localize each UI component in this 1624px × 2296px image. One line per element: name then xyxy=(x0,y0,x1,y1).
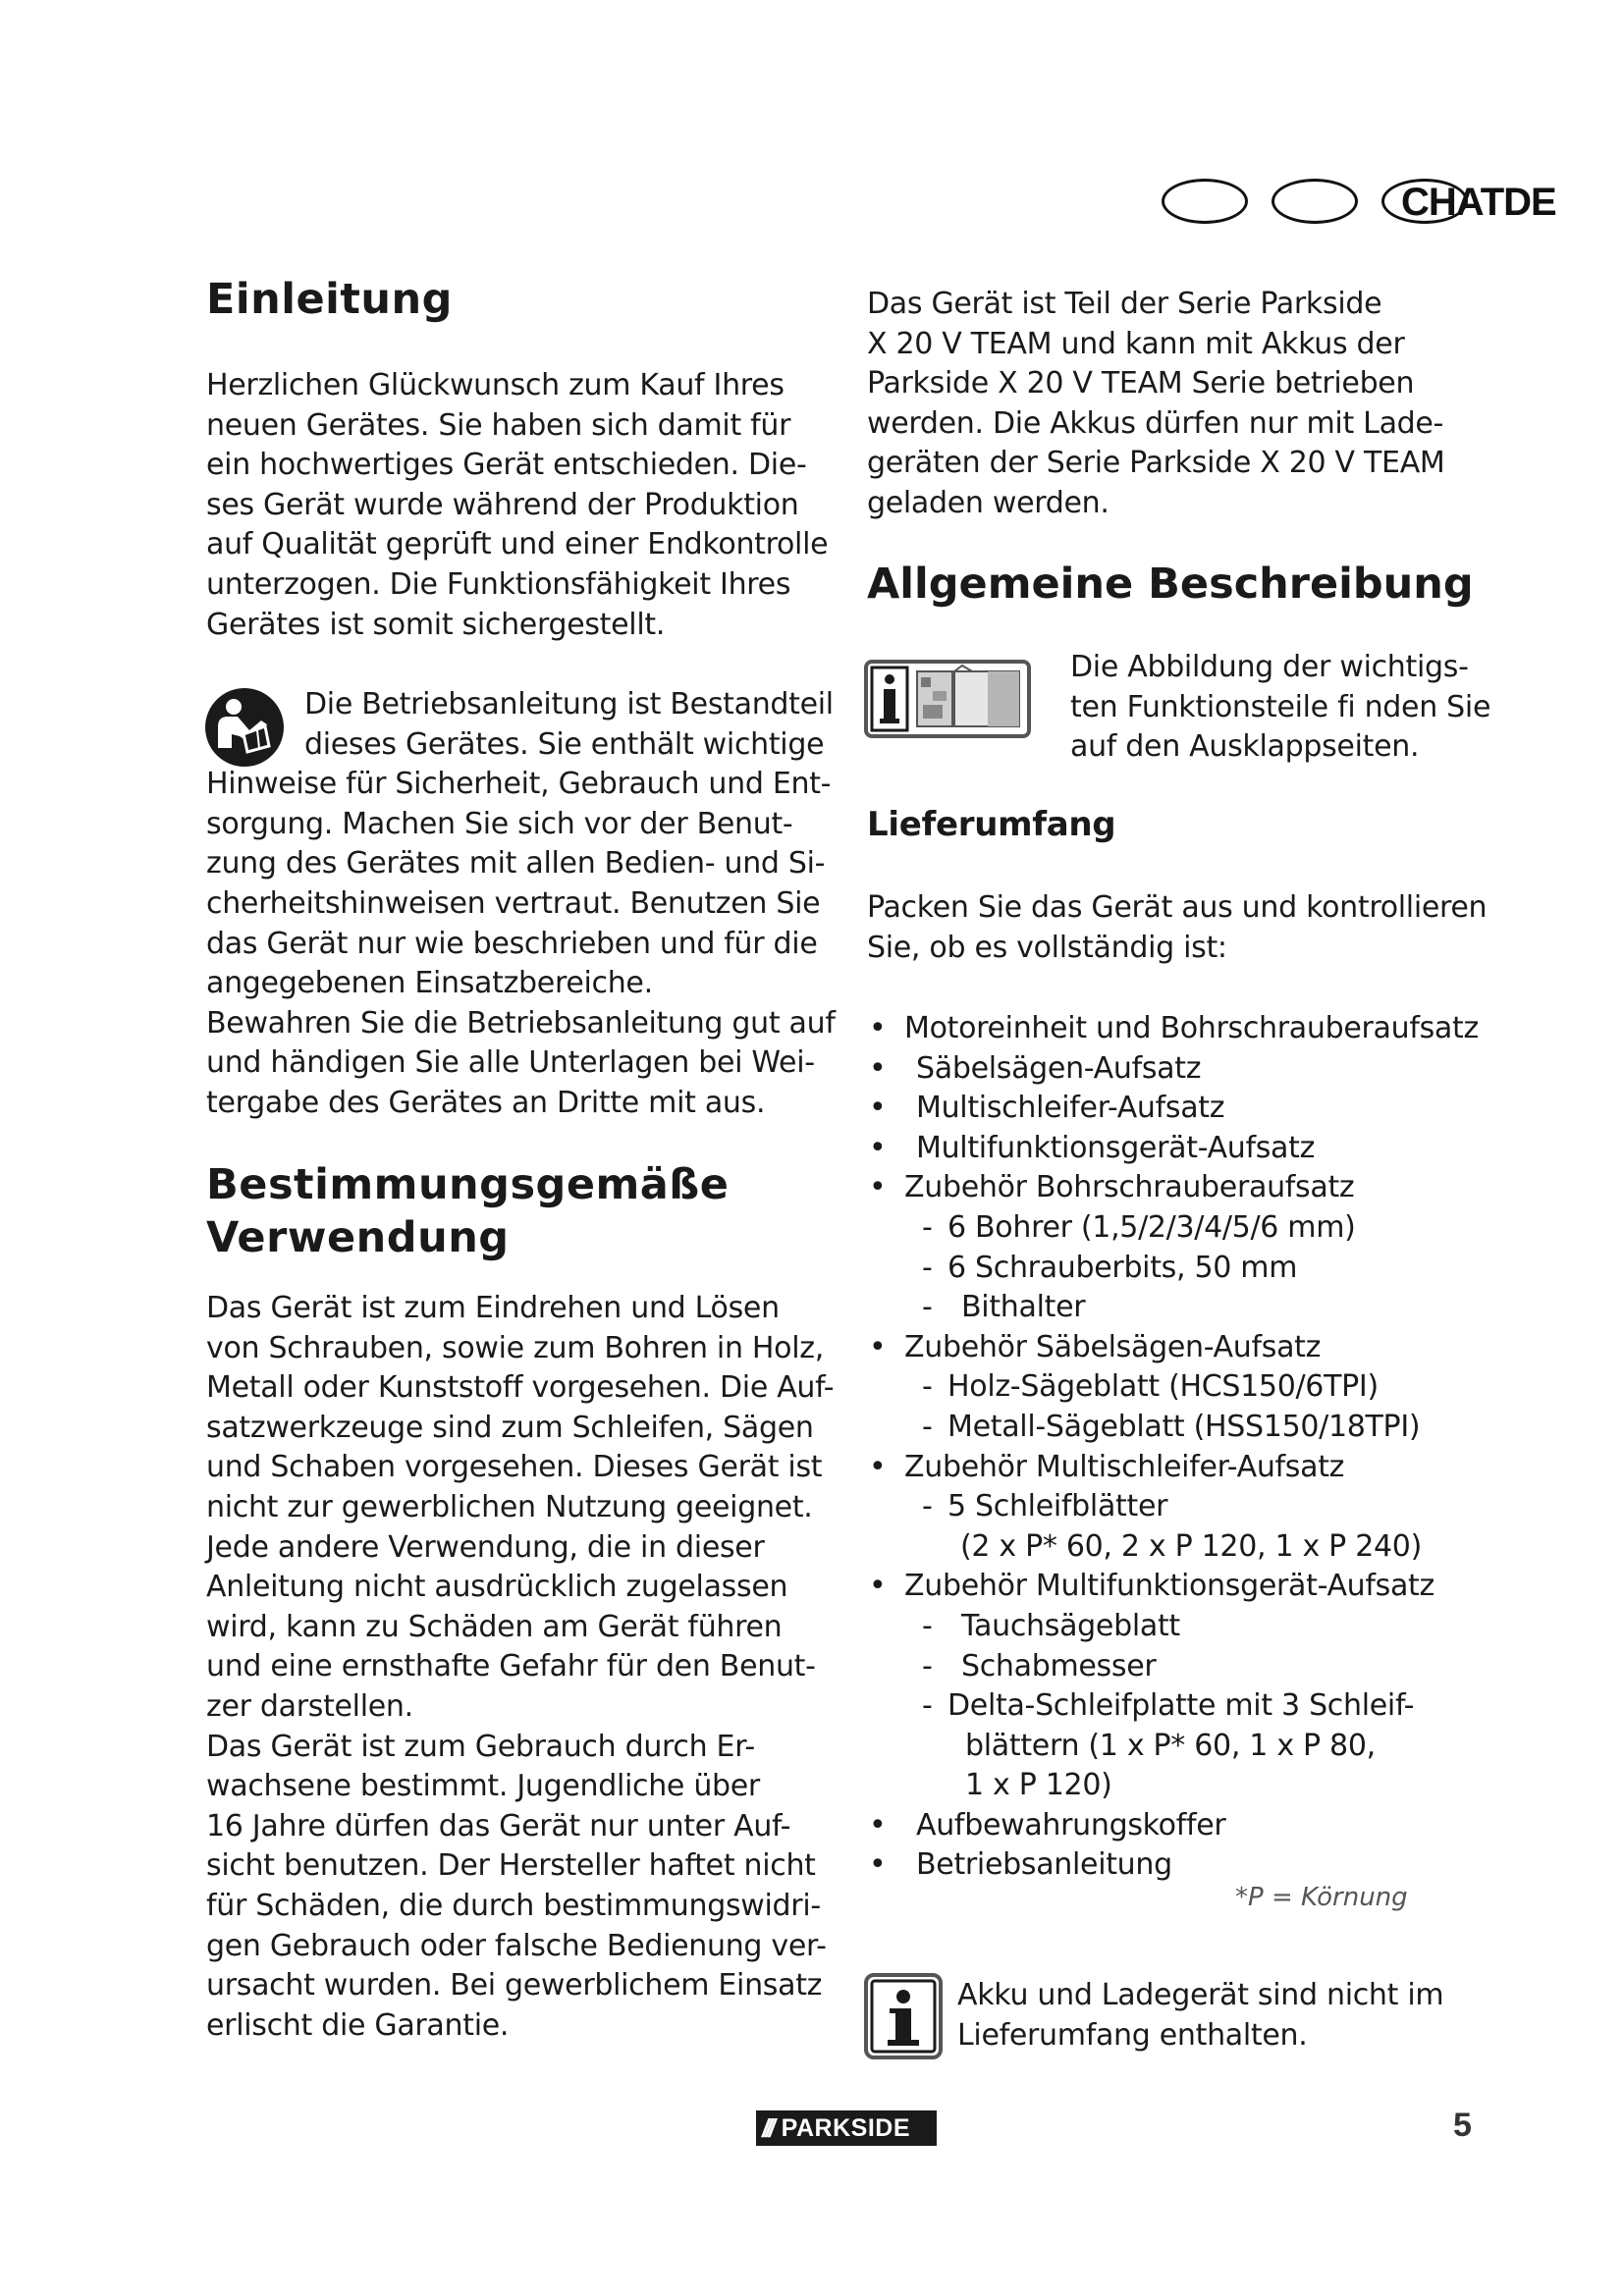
text-line: sorgung. Machen Sie sich vor der Benut- xyxy=(206,806,793,841)
country-codes: CHATDE xyxy=(1401,181,1556,224)
series-text xyxy=(867,285,1495,524)
text-line: Die Betriebsanleitung ist Bestandteil xyxy=(304,687,834,721)
text-line: und Schaben vorgesehen. Dieses Gerät ist xyxy=(206,1450,823,1485)
text-line: Metall oder Kunststoff vorgesehen. Die Auf- xyxy=(206,1370,835,1406)
text-line: Sie, ob es vollständig ist: xyxy=(867,930,1227,965)
text-line: ursacht wurden. Bei gewerblichem Einsatz xyxy=(206,1968,823,2003)
logo-brand: PARKSIDE xyxy=(781,2113,911,2142)
text-line: wachsene bestimmt. Jugendliche über xyxy=(206,1769,760,1804)
parkside-logo xyxy=(756,2110,937,2146)
sub-list-item: - Tauchsägeblatt xyxy=(867,1607,1495,1647)
sub-list-item: - 6 Bohrer (1,5/2/3/4/5/6 mm) xyxy=(867,1208,1495,1249)
use-heading-line-2: Verwendung xyxy=(206,1213,510,1262)
list-item: • Motoreinheit und Bohrschrauberaufsatz xyxy=(867,1009,1495,1049)
sub-item-text: 6 Bohrer (1,5/2/3/4/5/6 mm) xyxy=(947,1209,1356,1245)
sub-item-continuation: (2 x P* 60, 2 x P 120, 1 x P 240) xyxy=(960,1528,1422,1564)
scope-list xyxy=(867,1009,1495,1886)
text-line: neuen Gerätes. Sie haben sich damit für xyxy=(206,407,791,443)
list-item: • Zubehör Multischleifer-Aufsatz xyxy=(867,1448,1495,1488)
text-line: und eine ernsthafte Gefahr für den Benut- xyxy=(206,1649,816,1684)
sub-list-item: - Bithalter xyxy=(867,1288,1495,1328)
text-line: ten Funktionsteile fi nden Sie xyxy=(1070,689,1491,724)
sub-item-text: Bithalter xyxy=(961,1290,1086,1325)
sub-item-text: 6 Schrauberbits, 50 mm xyxy=(947,1250,1298,1285)
sub-list-item: - 5 Schleifblätter xyxy=(867,1487,1495,1527)
sub-item-text: 5 Schleifblätter xyxy=(947,1489,1168,1524)
list-item: • Aufbewahrungskoffer xyxy=(867,1806,1495,1846)
text-line: Das Gerät ist zum Gebrauch durch Er- xyxy=(206,1729,755,1764)
sub-item-text: Tauchsägeblatt xyxy=(961,1608,1180,1643)
list-item: • Betriebsanleitung xyxy=(867,1845,1495,1886)
intro-text xyxy=(206,366,835,645)
text-line: Anleitung nicht ausdrücklich zugelassen xyxy=(206,1570,788,1605)
text-line: Herzlichen Glückwunsch zum Kauf Ihres xyxy=(206,368,785,402)
desc-text xyxy=(867,648,1495,768)
grain-footnote: *P = Körnung xyxy=(1235,1883,1408,1912)
text-line: angegebenen Einsatzbereiche. xyxy=(206,966,653,1001)
text-line: dieses Gerätes. Sie enthält wichtige xyxy=(304,726,825,762)
text-line: Lieferumfang enthalten. xyxy=(957,2017,1308,2053)
text-line: das Gerät nur wie beschrieben und für die xyxy=(206,926,818,961)
scope-heading-block xyxy=(867,805,1495,844)
text-line: Hinweise für Sicherheit, Gebrauch und Ent- xyxy=(206,767,832,802)
text-line: auf den Ausklappseiten. xyxy=(1070,729,1420,765)
desc-heading: Allgemeine Beschreibung xyxy=(867,560,1474,609)
list-item: • Zubehör Multifunktionsgerät-Aufsatz xyxy=(867,1567,1495,1607)
scope-intro xyxy=(867,888,1495,968)
text-line: unterzogen. Die Funktionsfähigkeit Ihres xyxy=(206,566,791,602)
sub-list-item: - Holz-Sägeblatt (HCS150/6TPI) xyxy=(867,1367,1495,1408)
text-line: für Schäden, die durch bestimmungswidri- xyxy=(206,1888,821,1923)
text-line: zung des Gerätes mit allen Bedien- und Si- xyxy=(206,846,826,881)
text-line: geräten der Serie Parkside X 20 V TEAM xyxy=(867,446,1445,481)
text-line: 16 Jahre dürfen das Gerät nur unter Auf- xyxy=(206,1808,791,1843)
manual-text xyxy=(206,685,835,1124)
list-item: • Säbelsägen-Aufsatz xyxy=(867,1049,1495,1090)
text-line: geladen werden. xyxy=(867,485,1110,520)
sub-list-item: - Metall-Sägeblatt (HSS150/18TPI) xyxy=(867,1408,1495,1448)
logo-slashes: /// xyxy=(762,2112,772,2143)
sub-list-item: - 6 Schrauberbits, 50 mm xyxy=(867,1249,1495,1289)
text-line: tergabe des Gerätes an Dritte mit aus. xyxy=(206,1085,766,1120)
sub-item-text: Schabmesser xyxy=(961,1648,1157,1683)
text-line: Packen Sie das Gerät aus und kontrollieren xyxy=(867,890,1488,925)
text-line: cherheitshinweisen vertraut. Benutzen Sie xyxy=(206,885,821,921)
text-line: Jede andere Verwendung, die in dieser xyxy=(206,1529,765,1565)
text-line: nicht zur gewerblichen Nutzung geeignet. xyxy=(206,1489,813,1524)
text-line: erlischt die Garantie. xyxy=(206,2007,510,2043)
country-code-badges xyxy=(1162,175,1574,230)
empty-country-oval xyxy=(1272,179,1358,224)
text-line: sicht benutzen. Der Hersteller haftet nicht xyxy=(206,1848,816,1884)
text-line: wird, kann zu Schäden am Gerät führen xyxy=(206,1609,783,1644)
text-line: Parkside X 20 V TEAM Serie betrieben xyxy=(867,366,1415,401)
text-line: Das Gerät ist Teil der Serie Parkside xyxy=(867,287,1382,321)
use-heading-line-1: Bestimmungsgemäße xyxy=(206,1160,730,1209)
sub-item-continuation: blättern (1 x P* 60, 1 x P 80, xyxy=(965,1728,1376,1763)
use-text xyxy=(206,1289,835,2046)
list-item: • Multischleifer-Aufsatz xyxy=(867,1089,1495,1129)
text-line: werden. Die Akkus dürfen nur mit Lade- xyxy=(867,405,1444,441)
desc-heading-block xyxy=(867,558,1554,611)
empty-country-oval xyxy=(1162,179,1248,224)
intro-heading: Einleitung xyxy=(206,275,453,324)
list-item: • Zubehör Bohrschrauberaufsatz xyxy=(867,1168,1495,1208)
text-line: Die Abbildung der wichtigs- xyxy=(1070,650,1469,684)
sub-item-continuation: 1 x P 120) xyxy=(965,1768,1112,1803)
text-line: gen Gebrauch oder falsche Bedienung ver- xyxy=(206,1928,827,1963)
text-line: zer darstellen. xyxy=(206,1688,413,1724)
battery-note xyxy=(867,1976,1495,2056)
sub-item-text: Metall-Sägeblatt (HSS150/18TPI) xyxy=(947,1409,1421,1444)
sub-list-item: - Schabmesser xyxy=(867,1647,1495,1687)
text-line: satzwerkzeuge sind zum Schleifen, Sägen xyxy=(206,1410,814,1445)
sub-item-text: Delta-Schleifplatte mit 3 Schleif- xyxy=(947,1688,1415,1724)
text-line: X 20 V TEAM und kann mit Akkus der xyxy=(867,326,1405,361)
text-line: Bewahren Sie die Betriebsanleitung gut auf xyxy=(206,1005,836,1041)
sub-item-text: Holz-Sägeblatt (HCS150/6TPI) xyxy=(947,1369,1379,1405)
text-line: ein hochwertiges Gerät entschieden. Die- xyxy=(206,448,807,483)
text-line: auf Qualität geprüft und einer Endkontrolle xyxy=(206,527,829,562)
intro-section xyxy=(206,273,835,326)
text-line: ses Gerät wurde während der Produktion xyxy=(206,487,799,522)
text-line: von Schrauben, sowie zum Bohren in Holz, xyxy=(206,1330,824,1365)
sub-list-item: - Delta-Schleifplatte mit 3 Schleif- xyxy=(867,1686,1495,1727)
use-heading-block xyxy=(206,1158,835,1264)
page-number: 5 xyxy=(1453,2107,1472,2144)
text-line: und händigen Sie alle Unterlagen bei Wei- xyxy=(206,1045,815,1081)
list-item: • Multifunktionsgerät-Aufsatz xyxy=(867,1129,1495,1169)
scope-heading: Lieferumfang xyxy=(867,805,1116,844)
text-line: Akku und Ladegerät sind nicht im xyxy=(957,1978,1444,2012)
text-line: Das Gerät ist zum Eindrehen und Lösen xyxy=(206,1291,780,1325)
list-item: • Zubehör Säbelsägen-Aufsatz xyxy=(867,1328,1495,1368)
text-line: Gerätes ist somit sichergestellt. xyxy=(206,607,666,642)
